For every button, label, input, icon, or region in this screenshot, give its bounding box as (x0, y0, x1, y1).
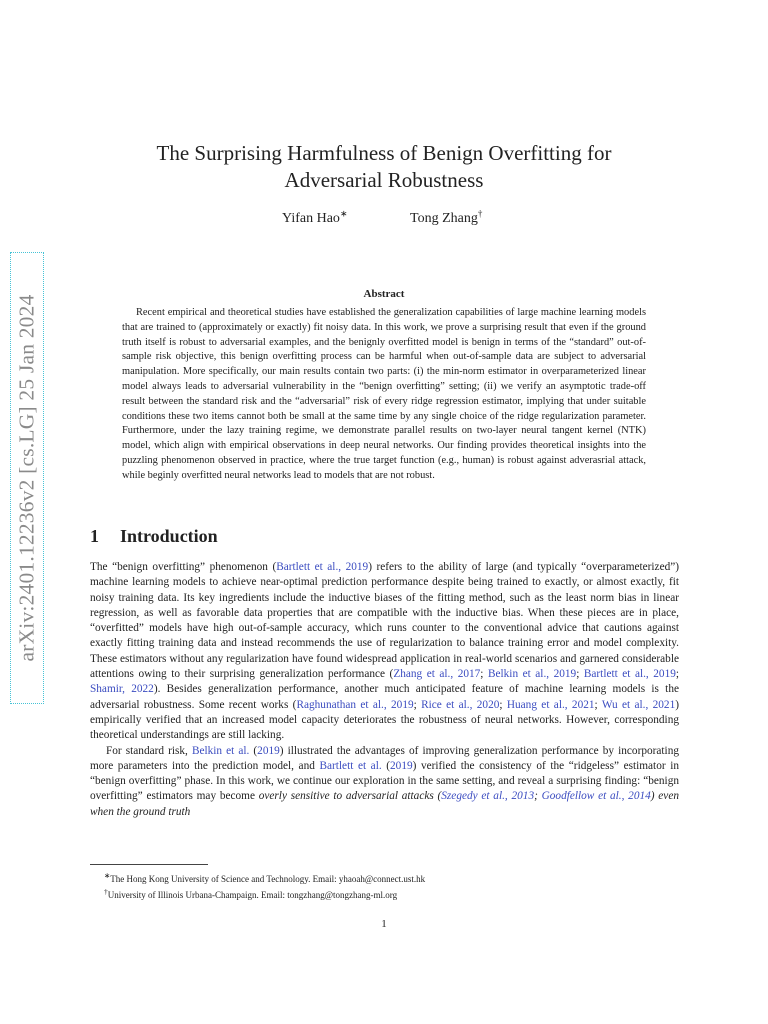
author-2 (410, 208, 483, 227)
author-footnote-mark: ∗ (339, 208, 348, 219)
paragraph-1: The “benign overfitting” phenomenon (Bartlett et al., 2019) refers to the ability of large (and typically “overparameterized”) machine learning models to achieve near-optimal prediction performance despite being trained to exactly, or almost exactly, fit noisy training data. Its key ingredients include the inductive biases of the fitting method, such as the least norm bias in linear regression, as well as favorable data properties that are compatible with the inductive bias. When these pieces are in place, “overfitted” models have high out-of-sample accuracy, which runs counter to the conventional advice that cautions against exactly fitting training data and instead recommends the use of regularization to balance training error and model complexity. These estimators without any regularization have found widespread application in real-world scenarios and garnered considerable attentions owing to their surprising generalization performance (Zhang et al., 2017; Belkin et al., 2019; Bartlett et al., 2019; Shamir, 2022). Besides generalization performance, another much anticipated feature of machine learning models is the adversarial robustness. Some recent works (Raghunathan et al., 2019; Rice et al., 2020; Huang et al., 2021; Wu et al., 2021) empirically verified that an increased model capacity deteriorates the robustness of neural networks. However, corresponding theoretical understandings are still lacking. (90, 561, 680, 742)
citation-link[interactable]: Wu et al., 2021 (601, 698, 676, 711)
abstract-heading: Abstract (363, 288, 405, 300)
citation-link[interactable]: Shamir, 2022 (90, 683, 154, 696)
text-run: ). Besides generalization performance, another much anticipated feature of machine learning models is the adversarial robustness. Some recent works ( (90, 683, 679, 711)
author-name: Tong Zhang (410, 211, 478, 226)
section-number: 1 (90, 526, 99, 546)
footnote-rule (90, 864, 208, 865)
title-line-1: The Surprising Harmfulness of Benign Overfitting for (156, 141, 612, 165)
abstract-text: Recent empirical and theoretical studies have established the generalization capabilities of large machine learning models that are trained to (approximately or exactly) fit noisy data. In this work, we prove a surprising result that even if the ground truth itself is robust to adversarial examples, and the benignly overfitted model is benign in terms of the “standard” out-of-sample risk objective, this benign overfitting process can be harmful when out-of-sample data are subject to adversarial manipulation. More specifically, our main results contain two parts: (i) the min-norm estimator in overparameterized linear model always leads to adversarial vulnerability in the “benign overfitting” setting; (ii) we verify an asymptotic trade-off result between the standard risk and the “adversarial” risk of every ridge regression estimator, implying that under suitable conditions these two items cannot both be small at the same time by any single choice of the ridge regularization parameter. Furthermore, under the lazy training regime, we demonstrate parallel results on two-layer neural tangent kernel (NTK) model, which align with empirical observations in deep neural networks. Our finding provides theoretical insights into the puzzling phenomenon observed in practice, where the true target function (e.g., human) is robust against adverasrial attack, while beginly overfitted neural networks lead to models that are not robust. (122, 307, 646, 481)
paper-title (90, 140, 678, 194)
footnote-mark: ∗ (104, 871, 111, 880)
text-run: For standard risk, (106, 744, 192, 757)
title-line-2: Adversarial Robustness (284, 168, 484, 192)
citation-link[interactable]: Szegedy et al., 2013 (441, 790, 535, 803)
citation-link[interactable]: Bartlett et al., 2019 (583, 668, 676, 681)
footnote-text: University of Illinois Urbana-Champaign. Email: tongzhang@tongzhang-ml.org (107, 889, 398, 900)
citation-link[interactable]: Huang et al., 2021 (506, 698, 595, 711)
citation-link[interactable]: Belkin et al., 2019 (487, 668, 577, 681)
footnotes (90, 864, 679, 901)
footnote-1 (104, 866, 679, 886)
citation-link[interactable]: Zhang et al., 2017 (393, 668, 481, 681)
author-name: Yifan Hao (282, 211, 340, 226)
arxiv-identifier: arXiv:2401.12236v2 [cs.LG] 25 Jan 2024 (14, 294, 39, 662)
arxiv-stamp[interactable] (10, 252, 44, 704)
emphasis-text: ) even when the ground truth (90, 790, 679, 818)
section-title: Introduction (120, 526, 218, 546)
citation-link[interactable]: Bartlett et al. (319, 759, 382, 772)
footnote-mark: † (104, 886, 108, 896)
citation-link[interactable]: Bartlett et al., 2019 (276, 561, 369, 573)
author-footnote-mark: † (477, 208, 483, 219)
citation-link[interactable]: Rice et al., 2020 (421, 698, 500, 711)
author-1 (282, 208, 348, 227)
section-heading (90, 526, 218, 547)
citation-year-link[interactable]: 2019 (257, 744, 280, 757)
footnote-2 (104, 886, 679, 902)
citation-link[interactable]: Goodfellow et al., 2014 (541, 790, 651, 803)
footnote-text: The Hong Kong University of Science and Technology. Email: yhaoah@connect.ust.hk (110, 874, 426, 884)
text-run: illustrated the advantages of improving generalization performance by incorporating more parameters into the prediction model, and (90, 744, 679, 772)
author-list (0, 208, 768, 231)
introduction-body (90, 560, 679, 820)
text-run: verified the consistency of the “ridgeless” estimator in “benign overfitting” phase. In this work, we continue our exploration in the same setting, and reveal a surprising finding: “benign overfitting” estimators may become (90, 759, 679, 803)
citation-link[interactable]: Belkin et al. (191, 744, 250, 757)
paragraph-2: For standard risk, Belkin et al. (2019) illustrated the advantages of improving generalization performance by incorporating more parameters into the prediction model, and Bartlett et al. (2019) verified the consistency of the “ridgeless” estimator in “benign overfitting” phase. In this work, we continue our exploration in the same setting, and reveal a surprising finding: “benign overfitting” estimators may become overly sensitive to adversarial attacks (Szegedy et al., 2013; Goodfellow et al., 2014) even when the ground truth (90, 744, 679, 818)
page-number: 1 (381, 918, 387, 930)
citation-link[interactable]: Raghunathan et al., 2019 (296, 698, 414, 711)
text-run: ) empirically verified that an increased model capacity deteriorates the robustness of neural networks. However, corresponding theoretical understandings are still lacking. (90, 698, 679, 742)
text-run: ) refers to the ability of large (and typically “overparameterized”) machine learning models to achieve near-optimal prediction performance despite being trained to exactly, or almost exactly, fit noisy training data. Its key ingredients include the inductive biases of the fitting method, such as the least norm bias in linear regression, as well as favorable data properties that are compatible with the inductive bias. When these pieces are in place, “overfitted” models have high out-of-sample accuracy, which runs counter to the conventional advice that cautions against exactly fitting training data and instead recommends the use of regularization to balance training error and model complexity. These estimators without any regularization have found widespread application in real-world scenarios and garnered considerable attentions owing to their surprising generalization performance ( (90, 561, 680, 681)
text-run: The “benign overfitting” phenomenon ( (90, 561, 277, 573)
emphasis-text: overly sensitive to adversarial attacks ( (258, 790, 442, 803)
citation-year-link[interactable]: 2019 (390, 759, 413, 772)
